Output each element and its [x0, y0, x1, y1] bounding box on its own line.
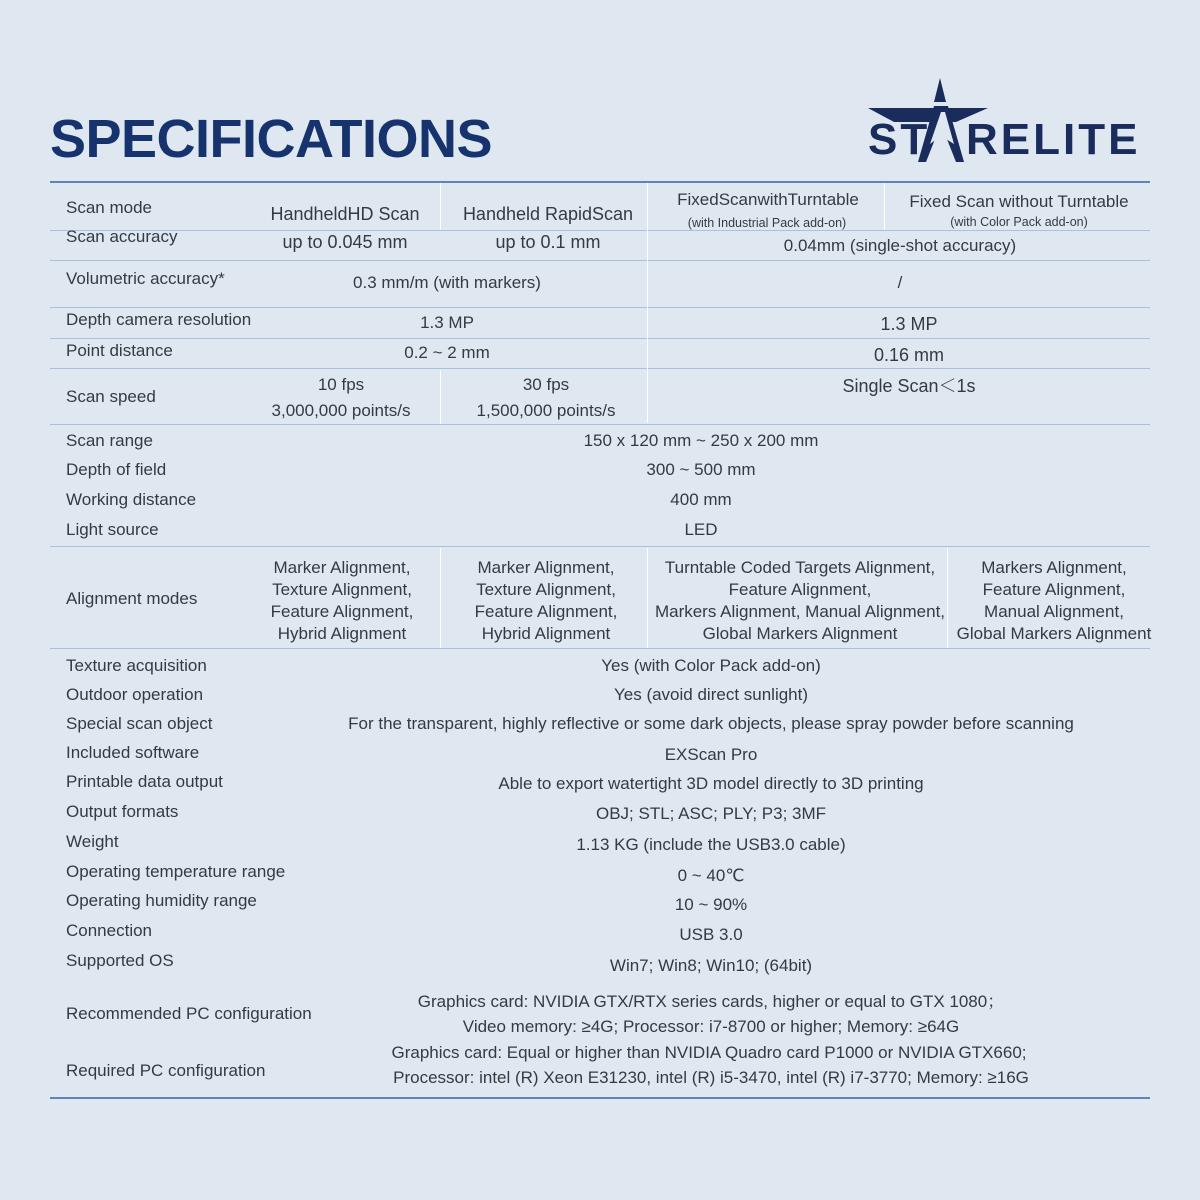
- required-pc-line2: Processor: intel (R) Xeon E31230, intel (R) i5-3470, intel (R) i7-3770; Memory: ≥16G: [393, 1068, 1029, 1087]
- weight-value: 1.13 KG (include the USB3.0 cable): [576, 835, 846, 854]
- scan-speed-hd-points: 3,000,000 points/s: [271, 401, 411, 420]
- printable-value: Able to export watertight 3D model directly to 3D printing: [498, 774, 924, 793]
- light-source-label: Light source: [66, 520, 159, 539]
- header-handheld-hd: HandheldHD Scan: [270, 204, 420, 224]
- special-label: Special scan object: [66, 714, 213, 733]
- row-divider: [50, 648, 1150, 649]
- header-fixed-turntable-note: (with Industrial Pack add-on): [687, 216, 847, 230]
- point-distance-handheld: 0.2 ~ 2 mm: [404, 343, 490, 362]
- row-divider: [50, 260, 1150, 261]
- humidity-value: 10 ~ 90%: [674, 895, 748, 914]
- required-pc-line1: Graphics card: Equal or higher than NVIDIA Quadro card P1000 or NVIDIA GTX660;: [391, 1043, 1027, 1062]
- connection-value: USB 3.0: [679, 925, 743, 944]
- volumetric-accuracy-handheld: 0.3 mm/m (with markers): [353, 273, 541, 292]
- special-value: For the transparent, highly reflective or some dark objects, please spray powder before scanning: [348, 714, 1074, 733]
- temp-label: Operating temperature range: [66, 862, 286, 881]
- scan-speed-rapid-points: 1,500,000 points/s: [476, 401, 616, 420]
- humidity-label: Operating humidity range: [66, 891, 257, 910]
- page-title: SPECIFICATIONS: [50, 109, 493, 169]
- row-divider: [50, 424, 1150, 425]
- os-label: Supported OS: [66, 951, 174, 970]
- row-divider: [50, 368, 1150, 369]
- depth-camera-fixed: 1.3 MP: [880, 314, 938, 334]
- recommended-pc-line1: Graphics card: NVIDIA GTX/RTX series cards, higher or equal to GTX 1080；: [417, 992, 1005, 1011]
- column-divider: [440, 370, 441, 424]
- scan-accuracy-fixed: 0.04mm (single-shot accuracy): [783, 236, 1017, 255]
- point-distance-label: Point distance: [66, 341, 173, 360]
- point-distance-fixed: 0.16 mm: [873, 345, 945, 365]
- table-bottom-rule: [50, 1097, 1150, 1099]
- column-divider: [647, 183, 648, 423]
- alignment-turntable: Turntable Coded Targets Alignment, Feature Alignment, Markers Alignment, Manual Alignment, Global Markers Alignment: [654, 558, 946, 643]
- texture-value: Yes (with Color Pack add-on): [601, 656, 821, 675]
- header-fixed-no-turntable: Fixed Scan without Turntable: [909, 192, 1129, 211]
- outdoor-value: Yes (avoid direct sunlight): [613, 685, 809, 704]
- scan-speed-label: Scan speed: [66, 387, 156, 406]
- column-divider: [647, 548, 648, 648]
- logo-text-left: ST: [868, 115, 931, 164]
- formats-label: Output formats: [66, 802, 179, 821]
- header-label: Scan mode: [66, 198, 152, 217]
- depth-camera-handheld: 1.3 MP: [420, 313, 474, 332]
- alignment-rapid: Marker Alignment, Texture Alignment, Feature Alignment, Hybrid Alignment: [474, 558, 618, 643]
- weight-label: Weight: [66, 832, 119, 851]
- logo-text-right: RELITE: [966, 115, 1141, 164]
- scan-accuracy-label: Scan accuracy: [66, 227, 178, 246]
- recommended-pc-line2: Video memory: ≥4G; Processor: i7-8700 or higher; Memory: ≥64G: [462, 1017, 960, 1036]
- recommended-pc-label: Recommended PC configuration: [66, 1004, 312, 1023]
- connection-label: Connection: [66, 921, 153, 940]
- alignment-label: Alignment modes: [66, 589, 198, 608]
- outdoor-label: Outdoor operation: [66, 685, 204, 704]
- header-handheld-rapid: Handheld RapidScan: [462, 204, 634, 224]
- alignment-hd: Marker Alignment, Texture Alignment, Feature Alignment, Hybrid Alignment: [270, 558, 414, 643]
- os-value: Win7; Win8; Win10; (64bit): [609, 956, 813, 975]
- brand-logo: [868, 78, 1148, 166]
- depth-camera-label: Depth camera resolution: [66, 310, 252, 329]
- volumetric-accuracy-label: Volumetric accuracy*: [66, 269, 225, 288]
- working-distance-value: 400 mm: [670, 490, 732, 509]
- row-divider: [50, 546, 1150, 547]
- header-fixed-no-turntable-note: (with Color Pack add-on): [950, 215, 1088, 229]
- scan-accuracy-hd: up to 0.045 mm: [282, 232, 408, 252]
- column-divider: [947, 548, 948, 648]
- volumetric-accuracy-fixed: /: [897, 273, 903, 292]
- scan-speed-rapid-fps: 30 fps: [522, 375, 570, 394]
- texture-label: Texture acquisition: [66, 656, 207, 675]
- column-divider: [440, 548, 441, 648]
- scan-accuracy-rapid: up to 0.1 mm: [495, 232, 601, 252]
- table-top-rule: [50, 181, 1150, 183]
- scan-range-value: 150 x 120 mm ~ 250 x 200 mm: [583, 431, 819, 450]
- printable-label: Printable data output: [66, 772, 223, 791]
- depth-of-field-label: Depth of field: [66, 460, 167, 479]
- row-divider: [50, 338, 1150, 339]
- row-divider: [50, 307, 1150, 308]
- scan-range-label: Scan range: [66, 431, 153, 450]
- scan-speed-fixed: Single Scan＜1s: [842, 376, 976, 396]
- working-distance-label: Working distance: [66, 490, 197, 509]
- light-source-value: LED: [684, 520, 718, 539]
- scan-speed-hd-fps: 10 fps: [317, 375, 365, 394]
- column-divider: [884, 183, 885, 230]
- depth-of-field-value: 300 ~ 500 mm: [646, 460, 756, 479]
- software-label: Included software: [66, 743, 200, 762]
- column-divider: [440, 183, 441, 230]
- temp-value: 0 ~ 40℃: [677, 866, 745, 885]
- alignment-no-turntable: Markers Alignment, Feature Alignment, Manual Alignment, Global Markers Alignment: [956, 558, 1152, 643]
- formats-value: OBJ; STL; ASC; PLY; P3; 3MF: [595, 804, 827, 823]
- software-value: EXScan Pro: [664, 745, 758, 764]
- required-pc-label: Required PC configuration: [66, 1061, 266, 1080]
- header-fixed-turntable: FixedScanwithTurntable: [677, 190, 859, 209]
